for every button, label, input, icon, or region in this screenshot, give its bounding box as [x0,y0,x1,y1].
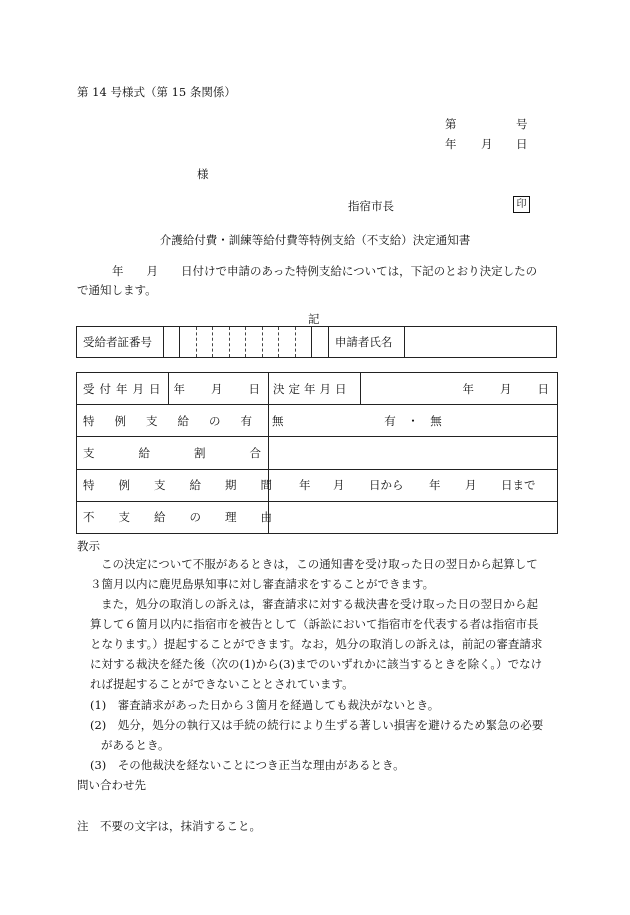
instruction-item-2-line2: があるとき。 [101,738,170,752]
instruction-p2-line3: となります。）提起することができます。なお，処分の取消しの訴えは，前記の審査請求 [90,637,543,651]
instruction-item-1: (1) 審査請求があった日から３箇月を経過しても裁決がないとき。 [90,698,440,712]
cert-digit-cell [312,327,329,358]
instruction-p1-line2: ３箇月以内に鹿児島県知事に対し審査請求をすることができます。 [90,577,435,591]
non-payment-reason-value [269,501,558,533]
received-date-value: 年 月 日 [169,373,269,405]
cert-number-label: 受給者証番号 [77,327,164,358]
instruction-p2-line5: れば提起することができないこととされています。 [90,677,354,691]
ki-label: 記 [308,312,320,326]
cert-digit-cell [295,327,312,358]
note: 注 不要の文字は，抹消すること。 [77,819,261,833]
applicant-name-label: 申請者氏名 [328,327,404,358]
date-day: 日 [516,137,528,151]
cert-digit-cell [180,327,197,358]
seal-mark: 印 [513,196,530,213]
special-payment-value: 有 ・ 無 [269,405,558,437]
number-suffix: 号 [516,117,528,131]
applicant-table [76,326,557,358]
intro-line-1: 年 月 日付けで申請のあった特例支給については，下記のとおり決定したの [112,264,538,278]
decision-date-label: 決定年月日 [269,373,361,405]
instruction-p2-line2: 算して６箇月以内に指宿市を被告として（訴訟において指宿市を代表する者は指宿市長 [90,617,539,631]
non-payment-reason-label: 不支給の理由 [77,501,269,533]
special-period-label: 特例支給期間 [77,469,269,501]
instruction-heading: 教示 [77,539,100,553]
instruction-item-3: (3) その他裁決を経ないことにつき正当な理由があるとき。 [90,758,405,772]
decision-table [76,372,558,534]
payment-ratio-value [269,437,558,469]
special-payment-label: 特例支給の有無 [77,405,269,437]
special-period-value: 年 月 日から 年 月 日まで [269,469,558,501]
date-month: 月 [481,137,493,151]
received-date-label: 受付年月日 [77,373,169,405]
cert-digit-cell [262,327,279,358]
decision-date-value: 年 月 日 [361,373,558,405]
applicant-name-value [405,327,557,358]
cert-digit-cell [246,327,263,358]
cert-digit-cell [163,327,180,358]
cert-digit-cell [196,327,213,358]
contact-label: 問い合わせ先 [77,778,146,792]
instruction-p2-line4: に対する裁決を経た後（次の(1)から(3)までのいずれかに該当するときを除く。）でなけ [90,657,543,671]
issuer: 指宿市長 [348,199,394,213]
instruction-p1-line1: この決定について不服があるときは，この通知書を受け取った日の翌日から起算して [101,557,538,571]
addressee-suffix: 様 [197,167,209,181]
number-prefix: 第 [445,117,457,131]
cert-digit-cell [213,327,230,358]
cert-digit-cell [279,327,296,358]
instruction-p2-line1: また，処分の取消しの訴えは，審査請求に対する裁決書を受け取った日の翌日から起 [101,597,538,611]
form-number: 第 14 号様式（第 15 条関係） [77,85,236,99]
payment-ratio-label: 支給割合 [77,437,269,469]
date-year: 年 [445,137,457,151]
cert-digit-cell [229,327,246,358]
document-title: 介護給付費・訓練等給付費等特例支給（不支給）決定通知書 [159,233,471,247]
instruction-item-2-line1: (2) 処分，処分の執行又は手続の続行により生ずる著しい損害を避けるため緊急の必要 [90,718,544,732]
intro-line-2: で通知します。 [77,283,157,297]
